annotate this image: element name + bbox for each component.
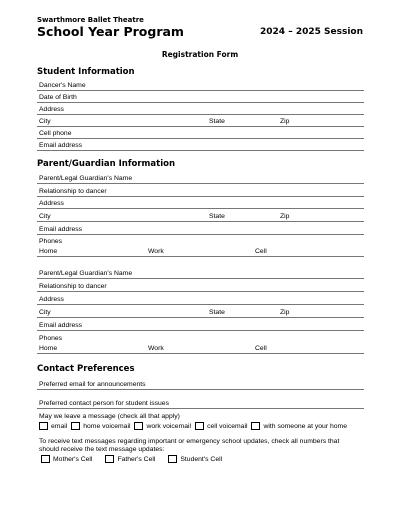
form-title: Registration Form (161, 50, 239, 59)
student-email-field[interactable] (37, 140, 364, 151)
page-title: School Year Program (37, 24, 184, 39)
option-label: home voicemail (83, 422, 131, 430)
organization-name: Swarthmore Ballet Theatre (37, 16, 144, 24)
preferred-contact-field[interactable] (37, 398, 364, 409)
checkbox[interactable] (134, 422, 143, 430)
guardian-section-heading: Parent/Guardian Information (37, 159, 176, 169)
text-note-line1: To receive text messages regarding important or emergency school updates, check all numbers that (39, 438, 340, 445)
home-label: Home (39, 248, 58, 255)
guardian-name-label: Parent/Legal Guardian's Name (39, 270, 133, 277)
dob-field[interactable] (37, 92, 364, 103)
checkbox[interactable] (168, 455, 177, 463)
email-label: Email address (39, 322, 83, 329)
checkbox[interactable] (251, 422, 260, 430)
guardian1-phones-field[interactable] (37, 246, 364, 257)
text-option-fathers-cell[interactable] (105, 455, 155, 463)
dancer-name-field[interactable] (37, 80, 364, 91)
work-label: Work (148, 345, 164, 352)
state-label: State (209, 118, 225, 125)
zip-label: Zip (280, 309, 290, 316)
address-label: Address (39, 296, 64, 303)
cell-label: Cell (255, 345, 267, 352)
option-label: Father's Cell (117, 455, 156, 463)
checkbox[interactable] (71, 422, 80, 430)
message-option-work-voicemail[interactable] (134, 422, 191, 430)
text-option-students-cell[interactable] (168, 455, 222, 463)
preferred-email-label: Preferred email for announcements (39, 381, 146, 388)
guardian2-city-state-zip-field[interactable] (37, 307, 364, 318)
text-options (41, 455, 226, 463)
message-option-someone-home[interactable] (251, 422, 347, 430)
option-label: cell voicemail (207, 422, 248, 430)
guardian-name-label: Parent/Legal Guardian's Name (39, 175, 133, 182)
guardian1-name-field[interactable] (37, 173, 364, 184)
student-section-heading: Student Information (37, 67, 135, 77)
phones-label: Phones (39, 335, 63, 342)
option-label: Student's Cell (180, 455, 223, 463)
option-label: with someone at your home (263, 422, 347, 430)
guardian2-relationship-field[interactable] (37, 281, 364, 292)
state-label: State (209, 213, 225, 220)
address-label: Address (39, 200, 64, 207)
guardian2-email-field[interactable] (37, 320, 364, 331)
city-label: City (39, 309, 51, 316)
state-label: State (209, 309, 225, 316)
email-label: Email address (39, 142, 83, 149)
student-cell-field[interactable] (37, 128, 364, 139)
guardian1-email-field[interactable] (37, 224, 364, 235)
phones-label: Phones (39, 238, 63, 245)
cell-label: Cell (255, 248, 267, 255)
work-label: Work (148, 248, 164, 255)
dob-label: Date of Birth (39, 94, 77, 101)
text-option-mothers-cell[interactable] (41, 455, 92, 463)
message-option-email[interactable] (39, 422, 67, 430)
student-address-field[interactable] (37, 104, 364, 115)
preferred-email-field[interactable] (37, 379, 364, 390)
contact-section-heading: Contact Preferences (37, 364, 135, 374)
checkbox[interactable] (41, 455, 50, 463)
option-label: work voicemail (146, 422, 192, 430)
student-city-state-zip-field[interactable] (37, 116, 364, 127)
option-label: Mother's Cell (53, 455, 93, 463)
session-label: 2024 – 2025 Session (260, 27, 363, 37)
city-label: City (39, 213, 51, 220)
relationship-label: Relationship to dancer (39, 283, 107, 290)
zip-label: Zip (280, 213, 290, 220)
checkbox[interactable] (39, 422, 48, 430)
text-note-line2: should receive the text message updates: (39, 446, 165, 453)
checkbox[interactable] (105, 455, 114, 463)
cell-phone-label: Cell phone (39, 130, 72, 137)
guardian2-name-field[interactable] (37, 268, 364, 279)
dancer-name-label: Dancer's Name (39, 82, 86, 89)
city-label: City (39, 118, 51, 125)
address-label: Address (39, 106, 64, 113)
message-option-home-voicemail[interactable] (71, 422, 130, 430)
home-label: Home (39, 345, 58, 352)
message-question: May we leave a message (check all that apply) (39, 413, 180, 420)
preferred-contact-label: Preferred contact person for student issues (39, 400, 169, 407)
message-option-cell-voicemail[interactable] (195, 422, 247, 430)
message-options (39, 422, 351, 430)
guardian1-city-state-zip-field[interactable] (37, 211, 364, 222)
relationship-label: Relationship to dancer (39, 188, 107, 195)
guardian1-address-field[interactable] (37, 198, 364, 209)
email-label: Email address (39, 226, 83, 233)
checkbox[interactable] (195, 422, 204, 430)
option-label: email (51, 422, 68, 430)
guardian2-phones-field[interactable] (37, 343, 364, 354)
guardian2-address-field[interactable] (37, 294, 364, 305)
zip-label: Zip (280, 118, 290, 125)
guardian1-relationship-field[interactable] (37, 186, 364, 197)
